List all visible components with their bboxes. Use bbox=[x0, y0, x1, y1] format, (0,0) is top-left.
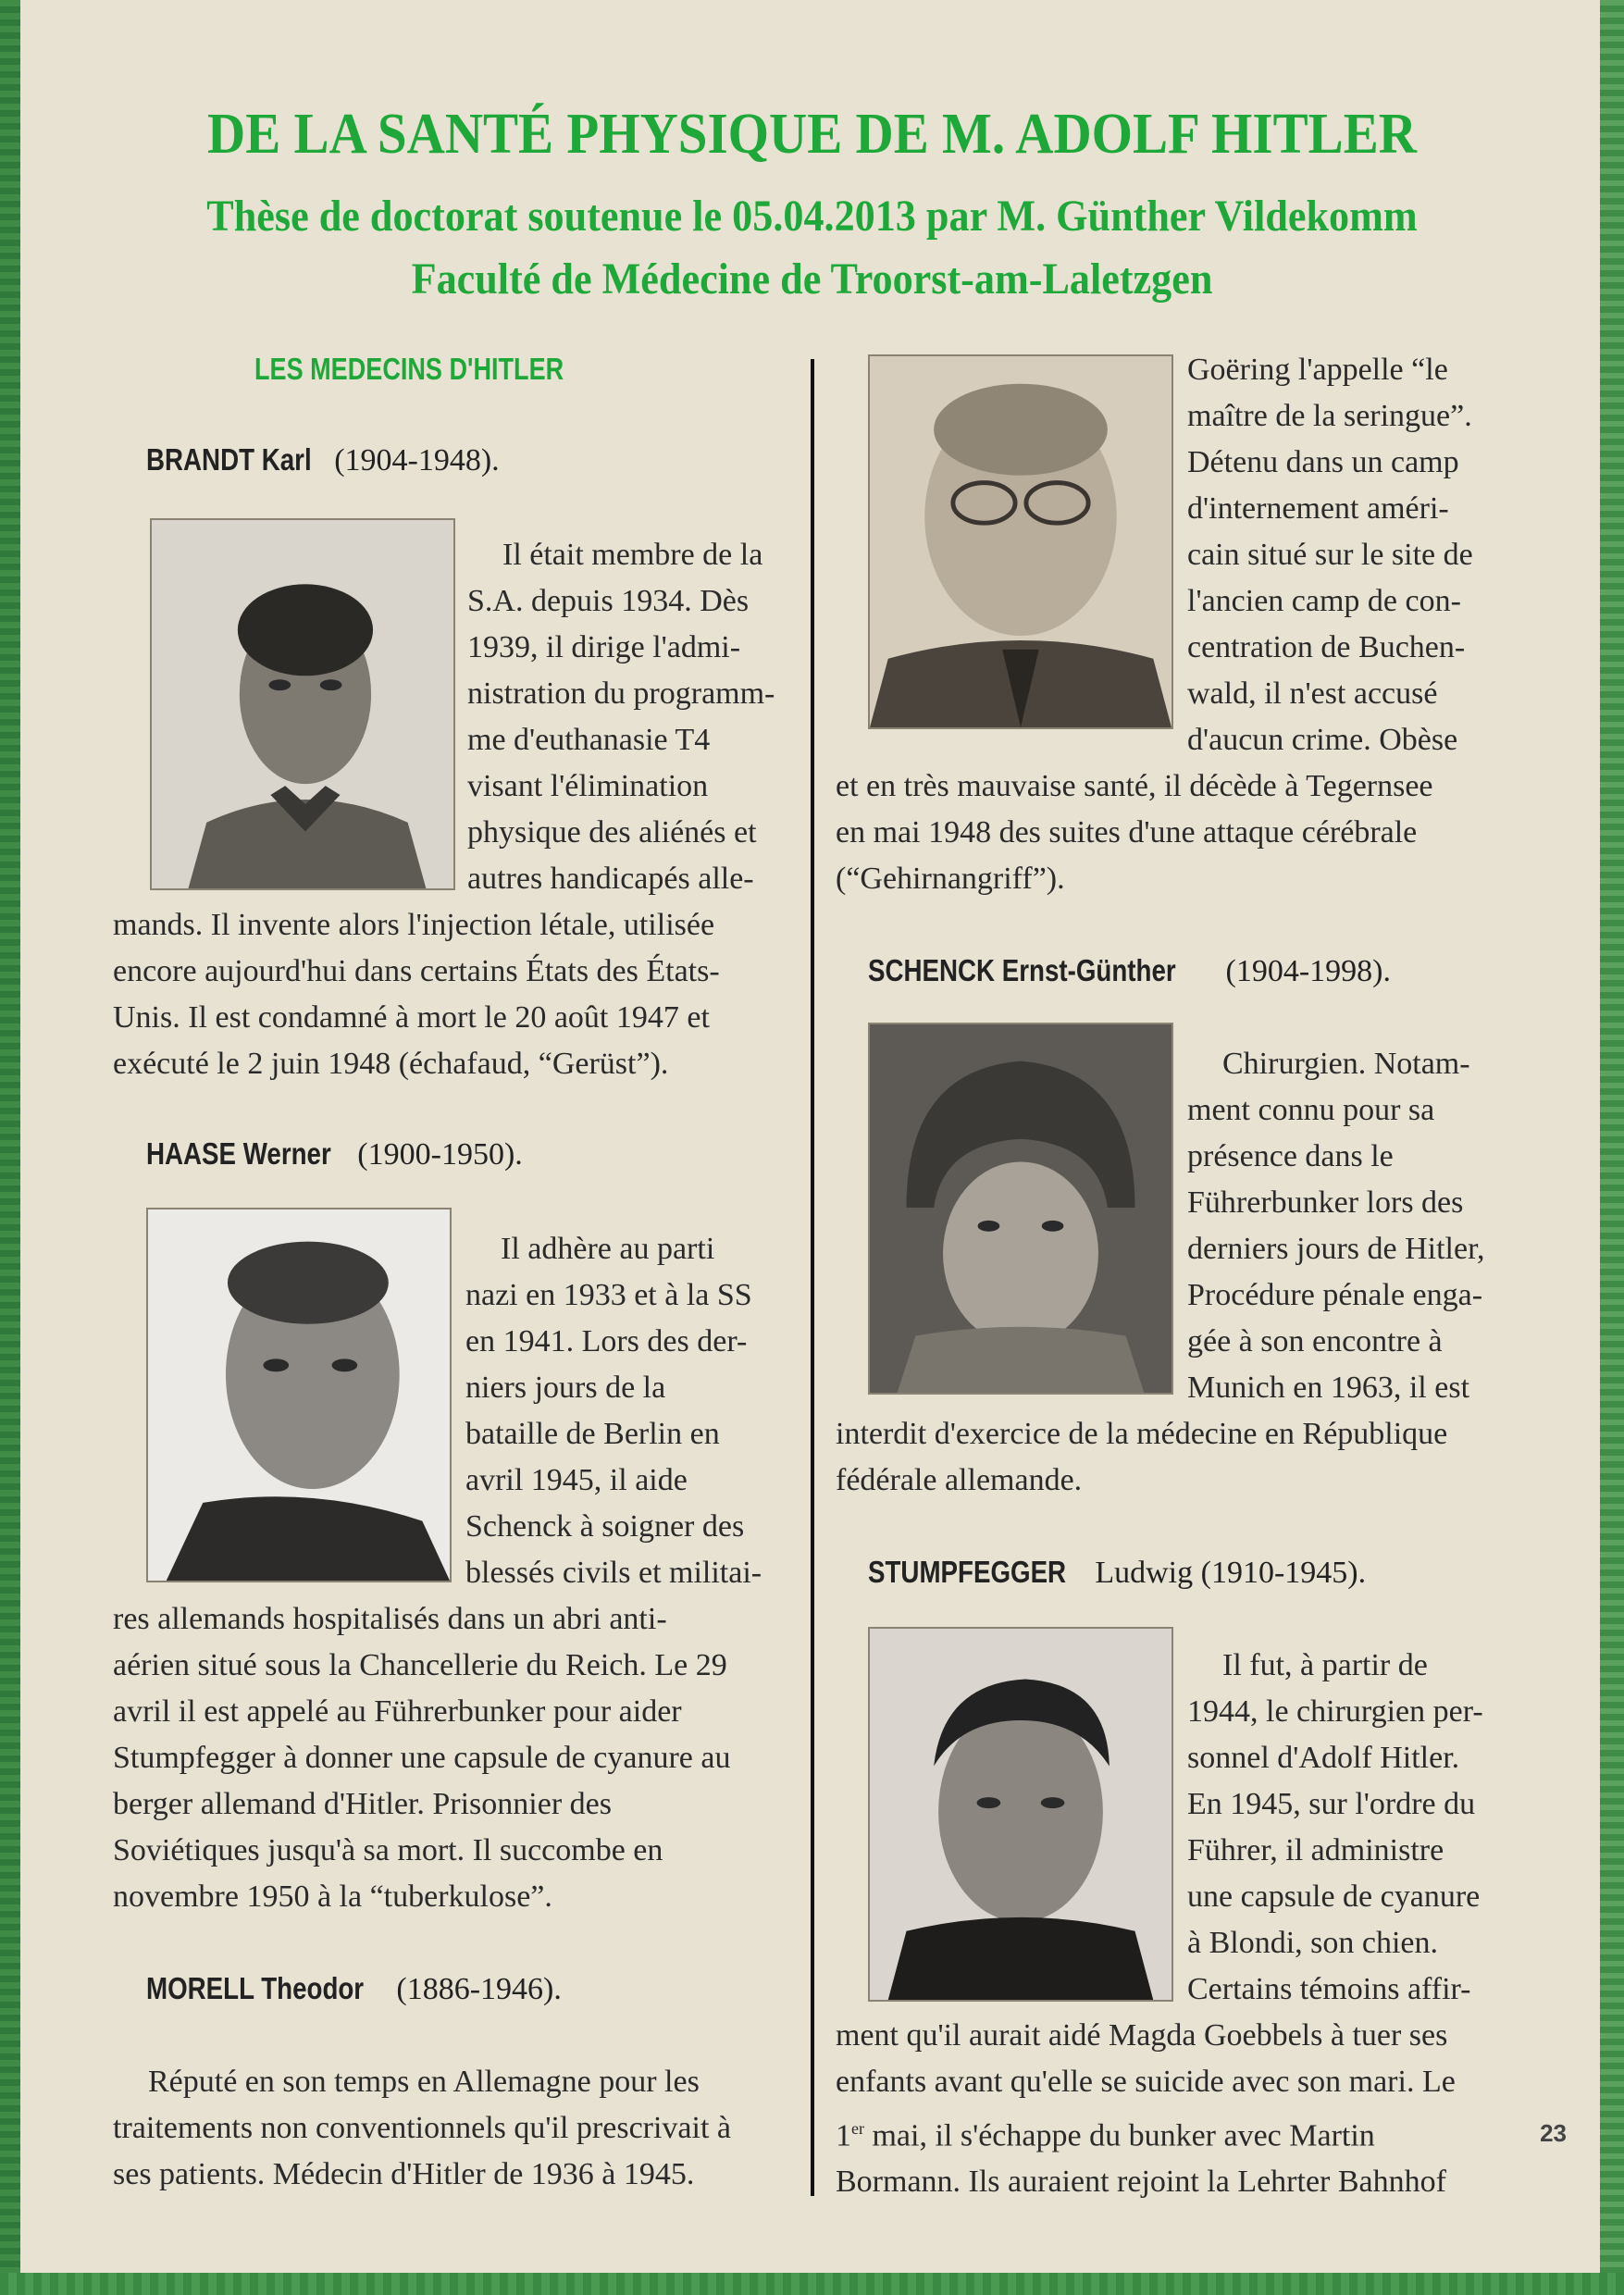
doctor-name-brandt: BRANDT Karl (1904-1948). bbox=[146, 442, 500, 478]
haase-text-full: res allemands hospitalisés dans un abri anti- aérien situé sous la Chancellerie du Reich. Le 29 avril il est appelé au Führerbunker pour aider Stumpfegger à donner une capsule de cyanure au berger allemand d'Hitler. Prisonnier des Soviétiques jusqu'à sa mort. Il succombe en novembre 1950 à la “tuberkulose”. bbox=[113, 1602, 731, 1914]
morell-text-full: et en très mauvaise santé, il décède à Tegernsee en mai 1948 des suites d'une attaque cérébrale (“Gehirnangriff”). bbox=[836, 769, 1433, 896]
column-divider bbox=[811, 359, 814, 2196]
portrait-brandt bbox=[150, 518, 455, 890]
doctor-name-stumpfegger: STUMPFEGGER Ludwig (1910-1945). bbox=[868, 1555, 1367, 1590]
bottom-border bbox=[0, 2273, 1624, 2295]
page-subtitle-faculty: Faculté de Médecine de Troorst-am-Laletzgen bbox=[411, 254, 1213, 304]
schenck-text-full: interdit d'exercice de la médecine en République fédérale allemande. bbox=[836, 1417, 1448, 1497]
page-subtitle: Thèse de doctorat soutenue le 05.04.2013 par M. Günther Vildekomm bbox=[206, 192, 1418, 241]
doctor-name-morell: MORELL Theodor (1886-1946). bbox=[146, 1971, 562, 2006]
portrait-schenck bbox=[868, 1023, 1173, 1395]
brandt-text-side: Il était membre de la S.A. depuis 1934. Dès 1939, il dirige l'admi- nistration du programm- me d'euthanasie T4 visant l'élimination physique des aliénés et autres handicapés alle- bbox=[467, 538, 775, 896]
page-number: 23 bbox=[1540, 2119, 1567, 2147]
morell-text-side: Goëring l'appelle “le maître de la seringue”. Détenu dans un camp d'internement améri- cain situé sur le site de l'ancien camp de con- centration de Buchen- wald, il n'est accusé d'aucun crime. Obèse bbox=[1187, 353, 1473, 757]
brandt-text-full: mands. Il invente alors l'injection létale, utilisée encore aujourd'hui dans certains États des États- Unis. Il est condamné à mort le 20 août 1947 et exécuté le 2 juin 1948 (échafaud, “Gerüst”). bbox=[113, 908, 720, 1081]
schenck-text-side: Chirurgien. Notam- ment connu pour sa présence dans le Führerbunker lors des derniers jours de Hitler, Procédure pénale enga- gée à son encontre à Munich en 1963, il est bbox=[1187, 1047, 1485, 1405]
doctor-name-haase: HAASE Werner (1900-1950). bbox=[146, 1136, 523, 1172]
portrait-haase bbox=[146, 1208, 452, 1582]
left-border bbox=[0, 0, 20, 2295]
page-title: DE LA SANTÉ PHYSIQUE DE M. ADOLF HITLER bbox=[207, 103, 1417, 166]
doctor-name-schenck: SCHENCK Ernst-Günther (1904-1998). bbox=[868, 953, 1391, 988]
portrait-stumpfegger bbox=[868, 1627, 1173, 2002]
morell-text: Réputé en son temps en Allemagne pour les traitements non conventionnels qu'il prescrivait à ses patients. Médecin d'Hitler de 1936 à 1945. bbox=[113, 2065, 731, 2191]
portrait-morell bbox=[868, 354, 1173, 729]
right-border bbox=[1600, 0, 1624, 2295]
haase-text-side: Il adhère au parti nazi en 1933 et à la SS en 1941. Lors des der- niers jours de la bataille de Berlin en avril 1945, il aide Schenck à soigner des blessés civils et militai- bbox=[465, 1232, 762, 1590]
section-title: LES MEDECINS D'HITLER bbox=[254, 352, 564, 386]
stumpfegger-text-side: Il fut, à partir de 1944, le chirurgien per- sonnel d'Adolf Hitler. En 1945, sur l'ordre du Führer, il administre une capsule de cyanure à Blondi, son chien. Certains témoins affir- bbox=[1187, 1648, 1483, 2006]
stumpfegger-text-full: ment qu'il aurait aidé Magda Goebbels à tuer ses enfants avant qu'elle se suicide avec son mari. Le 1er mai, il s'échappe du bunker avec Martin Bormann. Ils auraient rejoint la Lehrter Bahnhof bbox=[836, 2018, 1456, 2200]
